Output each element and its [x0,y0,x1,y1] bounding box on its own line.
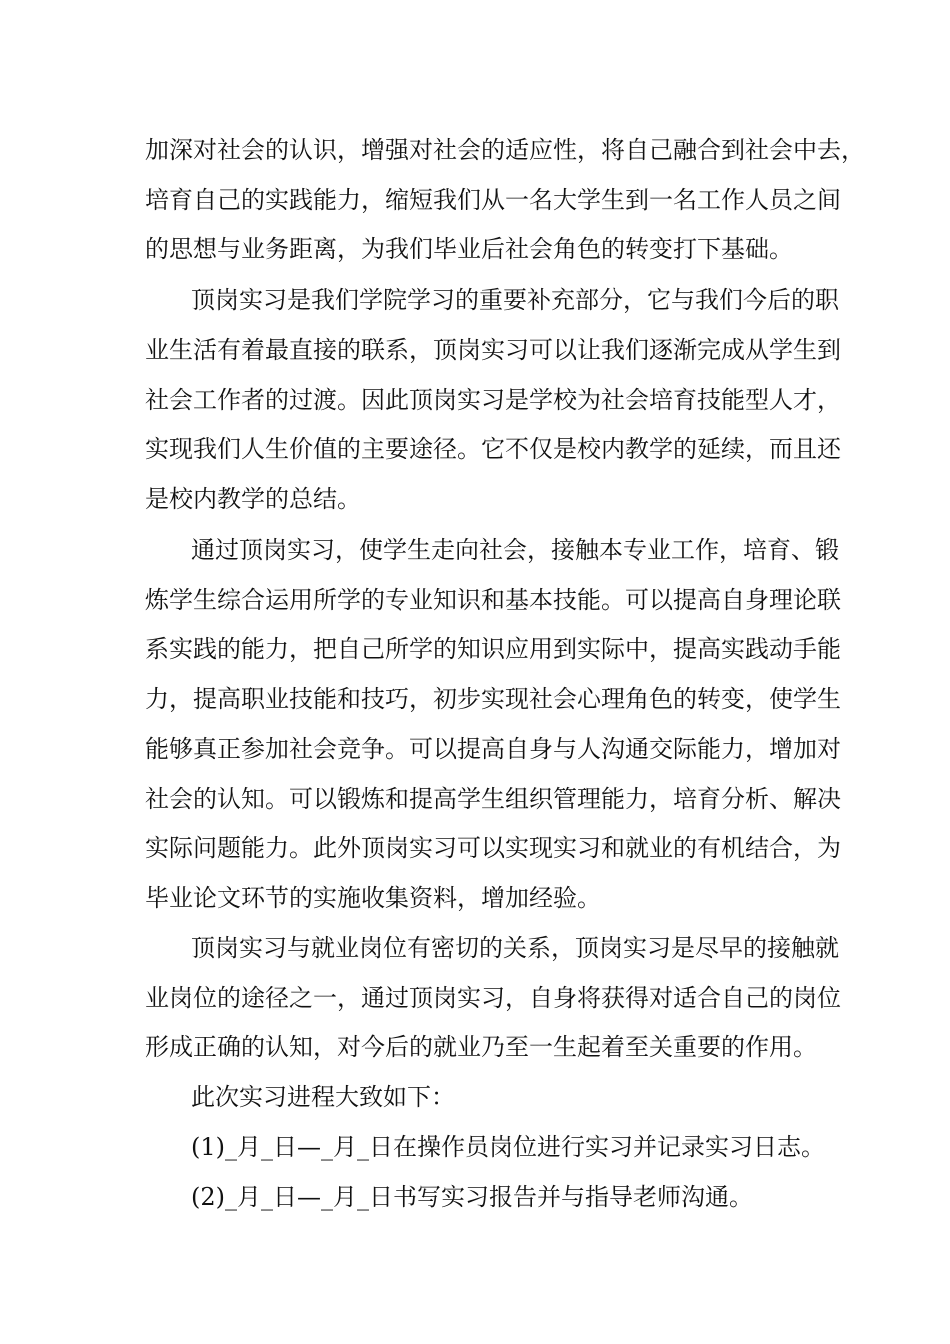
list-item: (2)_月_日—_月_日书写实习报告并与指导老师沟通。 [191,1183,753,1211]
paragraph-first-line: 通过顶岗实习，使学生走向社会，接触本专业工作，培育、锻 [191,536,839,564]
text-line: 加深对社会的认识，增强对社会的适应性，将自己融合到社会中去， [145,136,865,164]
text-line: 社会工作者的过渡。因此顶岗实习是学校为社会培育技能型人才， [145,386,841,414]
paragraph-first-line: 顶岗实习是我们学院学习的重要补充部分，它与我们今后的职 [191,286,839,314]
paragraph-first-line: 顶岗实习与就业岗位有密切的关系，顶岗实习是尽早的接触就 [191,934,839,962]
text-line: 业生活有着最直接的联系，顶岗实习可以让我们逐渐完成从学生到 [145,336,841,364]
paragraph-first-line: 此次实习进程大致如下： [191,1083,455,1111]
text-line: 能够真正参加社会竞争。可以提高自身与人沟通交际能力，增加对 [145,735,841,763]
text-line: 培育自己的实践能力，缩短我们从一名大学生到一名工作人员之间 [145,186,841,214]
text-line: 是校内教学的总结。 [145,485,361,513]
text-line: 系实践的能力，把自己所学的知识应用到实际中，提高实践动手能 [145,635,841,663]
text-line: 毕业论文环节的实施收集资料，增加经验。 [145,884,601,912]
text-line: 力，提高职业技能和技巧，初步实现社会心理角色的转变，使学生 [145,685,841,713]
text-line: 形成正确的认知，对今后的就业乃至一生起着至关重要的作用。 [145,1033,817,1061]
text-line: 实际问题能力。此外顶岗实习可以实现实习和就业的有机结合，为 [145,834,841,862]
text-line: 业岗位的途径之一，通过顶岗实习，自身将获得对适合自己的岗位 [145,984,841,1012]
text-line: 的思想与业务距离，为我们毕业后社会角色的转变打下基础。 [145,235,793,263]
list-item: (1)_月_日—_月_日在操作员岗位进行实习并记录实习日志。 [191,1133,825,1161]
text-line: 炼学生综合运用所学的专业知识和基本技能。可以提高自身理论联 [145,586,841,614]
text-line: 实现我们人生价值的主要途径。它不仅是校内教学的延续，而且还 [145,435,841,463]
text-line: 社会的认知。可以锻炼和提高学生组织管理能力，培育分析、解决 [145,785,841,813]
